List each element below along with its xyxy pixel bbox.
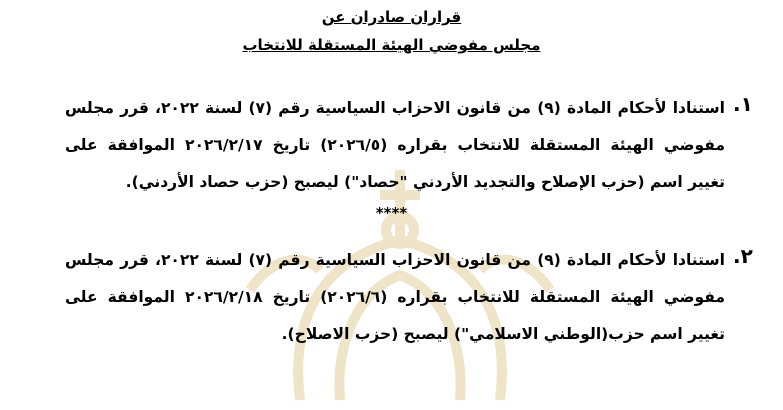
heading-line-1: قراران صادران عن: [321, 8, 462, 26]
decision-paragraph: استنادا لأحكام المادة (٩) من قانون الاحزاب السياسية رقم (٧) لسنة ٢٠٢٢، قرر مجلس مفوضي الهيئة المستقلة للانتخاب بقراره (٢٠٢٦/٥) تاريخ ٢٠٢٦/٢/١٧ الموافقة على تغيير اسم (حزب الإصلاح والتجديد الأردني "حصاد") ليصبح (حزب حصاد الأردني).: [65, 99, 726, 191]
decision-paragraph: استنادا لأحكام المادة (٩) من قانون الاحزاب السياسية رقم (٧) لسنة ٢٠٢٢، قرر مجلس مفوضي الهيئة المستقلة للانتخاب بقراره (٢٠٢٦/٦) تاريخ ٢٠٢٦/٢/١٨ الموافقة على تغيير اسم حزب(الوطني الاسلامي") ليصبح (حزب الاصلاح).: [65, 251, 726, 343]
item-number: ١.: [733, 92, 753, 116]
heading-line-2: مجلس مفوضي الهيئة المستقلة للانتخاب: [242, 36, 541, 54]
item-number: ٢.: [733, 244, 753, 268]
separator: ****: [375, 204, 408, 222]
